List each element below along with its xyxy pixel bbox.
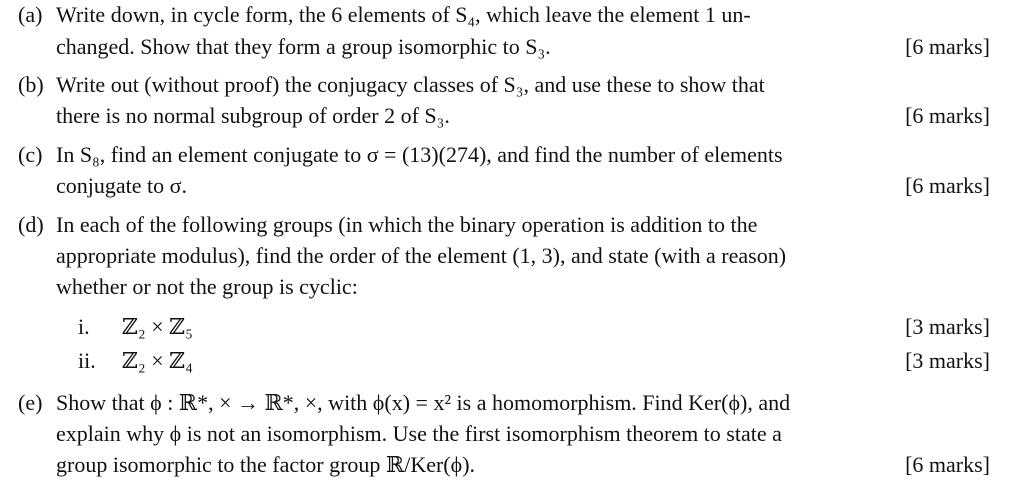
question-b-marks: [6 marks]	[905, 103, 990, 128]
question-c-line-1: In S₈, find an element conjugate to σ = (13)(274), and find the number of elements	[56, 142, 783, 167]
question-b-label: (b)	[18, 72, 44, 97]
question-b-line-1: Write out (without proof) the conjugacy classes of S₃, and use these to show that	[56, 72, 765, 97]
question-d-label: (d)	[18, 212, 44, 237]
question-d-part-ii-text: ℤ₂ × ℤ₄	[122, 348, 193, 373]
question-c-marks: [6 marks]	[905, 173, 990, 198]
question-d-part-i-text: ℤ₂ × ℤ₅	[122, 314, 193, 339]
question-e-line-3: group isomorphic to the factor group ℝ/Ker(ϕ).	[56, 452, 476, 477]
question-d-line-3: whether or not the group is cyclic:	[56, 274, 358, 299]
question-c-line-2: conjugate to σ.	[56, 173, 187, 198]
question-c-label: (c)	[18, 142, 43, 167]
question-e-line-1: Show that ϕ : ℝ*, × → ℝ*, ×, with ϕ(x) = x² is a homomorphism. Find Ker(ϕ), and	[56, 390, 791, 415]
question-a-line-2: changed. Show that they form a group isomorphic to S₃.	[56, 34, 551, 59]
question-e-label: (e)	[18, 390, 43, 415]
question-b-line-2: there is no normal subgroup of order 2 of S₃.	[56, 103, 450, 128]
question-a-marks: [6 marks]	[905, 34, 990, 59]
question-e-marks: [6 marks]	[905, 452, 990, 477]
question-d-line-1: In each of the following groups (in which the binary operation is addition to the	[56, 212, 758, 237]
question-d-part-i-marks: [3 marks]	[905, 314, 990, 339]
question-d-part-i-label: i.	[78, 314, 90, 339]
question-e-line-2: explain why ϕ is not an isomorphism. Use the first isomorphism theorem to state a	[56, 421, 782, 446]
question-a-label: (a)	[18, 2, 43, 27]
question-d-part-ii-marks: [3 marks]	[905, 348, 990, 373]
question-d-part-ii-label: ii.	[78, 348, 96, 373]
question-a-line-1: Write down, in cycle form, the 6 elements of S₄, which leave the element 1 un-	[56, 2, 751, 27]
question-d-line-2: appropriate modulus), find the order of the element (1, 3), and state (with a reason)	[56, 243, 787, 268]
